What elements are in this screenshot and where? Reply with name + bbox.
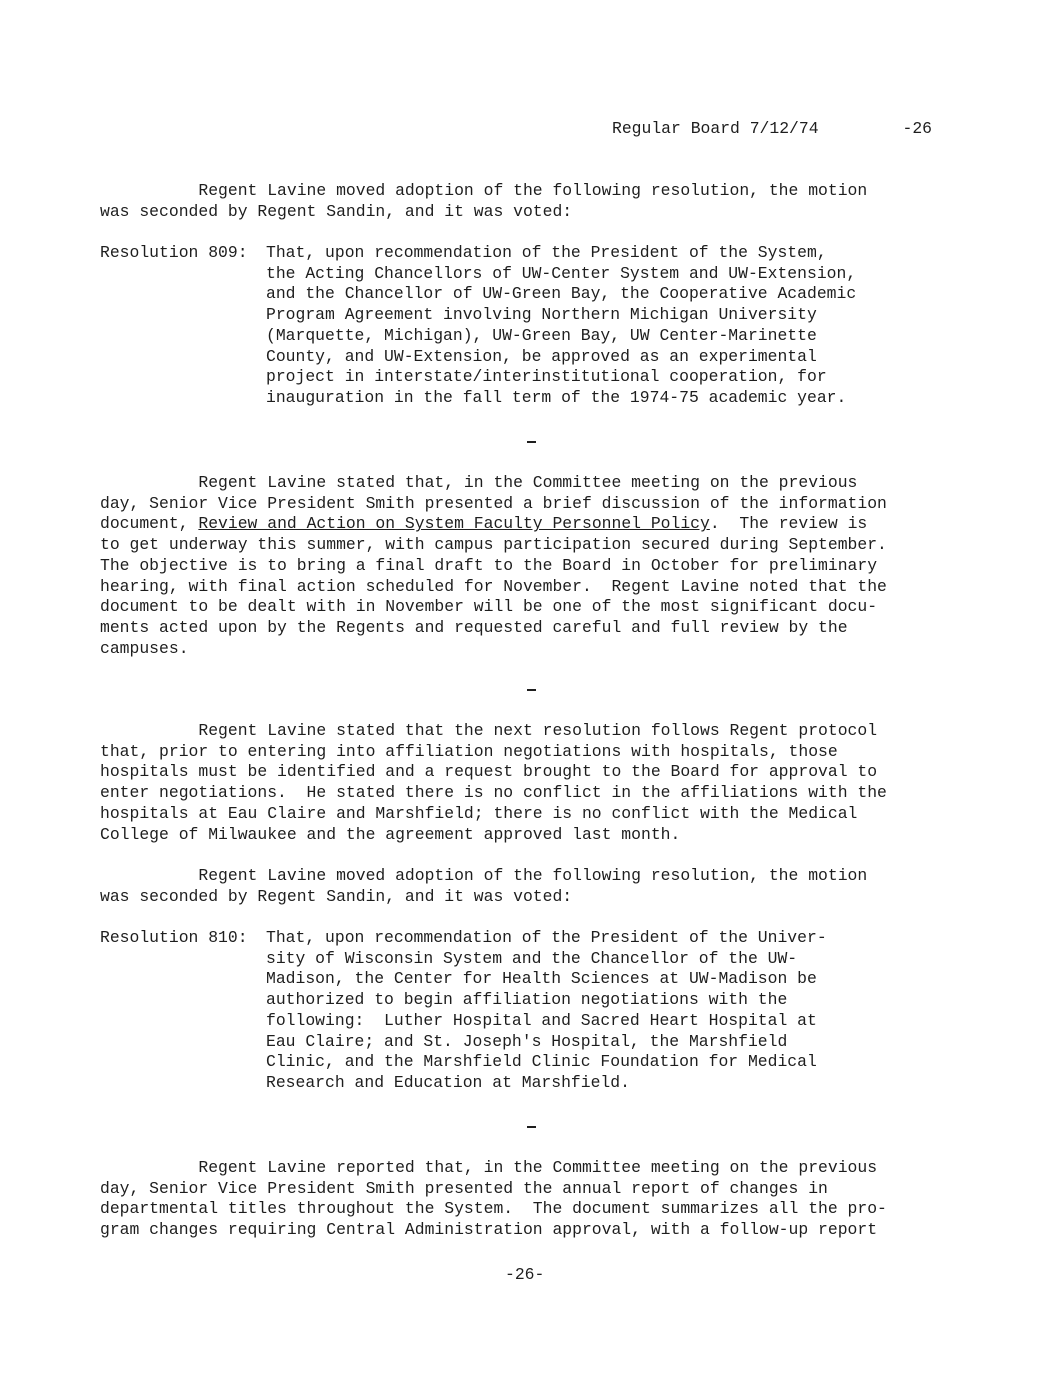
resolution-text: That, upon recommendation of the President of the Univer- sity of Wisconsin System and the Chancellor of the UW- Madison, the Center for Health Sciences at UW-Madison be authorized to begin affiliation negotiations with the following: Luther Hospital and Sacred Heart Hospital at Eau Claire; and St. Joseph's Hospital, the Marshfield Clinic, and the Marshfield Clinic Foundation for Medical Research and Education at Marshfield.	[266, 928, 827, 1092]
resolution-label: Resolution 809:	[100, 243, 248, 262]
section-divider	[527, 1126, 536, 1128]
page-header	[612, 118, 932, 140]
motion-paragraph-1: Regent Lavine moved adoption of the following resolution, the motion was seconded by Regent Sandin, and it was voted:	[100, 181, 868, 221]
header-meeting-date: Regular Board 7/12/74	[612, 119, 819, 138]
resolution-text: That, upon recommendation of the President of the System, the Acting Chancellors of UW-Center System and UW-Extension, and the Chancellor of UW-Green Bay, the Cooperative Academic Program Agreement involving Northern Michigan University (Marquette, Michigan), UW-Green Bay, UW Center-Marinette County, and UW-Extension, be approved as an experimental project in interstate/interinstitutional cooperation, for inauguration in the fall term of the 1974-75 academic year.	[266, 243, 857, 407]
paragraph-text-start: Regent Lavine stated that, in the Committee meeting on the previous day, Senior Vice President Smith presented a brief discussion of the information document,	[100, 473, 887, 534]
header-page-number: -26	[902, 119, 932, 138]
page-footer-number: -26-	[505, 1265, 545, 1284]
section-divider	[527, 441, 536, 443]
faculty-policy-paragraph	[100, 473, 935, 659]
resolution-809	[100, 243, 935, 409]
affiliation-paragraph: Regent Lavine stated that the next resolution follows Regent protocol that, prior to entering into affiliation negotiations with hospitals, those hospitals must be identified and a request brought to the Board for approval to enter negotiations. He stated there is no conflict in the affiliations with the hospitals at Eau Claire and Marshfield; there is no conflict with the Medical College of Milwaukee and the agreement approved last month.	[100, 721, 887, 844]
resolution-label: Resolution 810:	[100, 928, 248, 947]
paragraph-text-end: . The review is to get underway this summer, with campus participation secured during September. The objective is to bring a final draft to the Board in October for preliminary hearing, with final action scheduled for November. Regent Lavine noted that the document to be dealt with in November will be one of the most significant docu- ments acted upon by the Regents and requested careful and full review by the campuses.	[100, 514, 887, 658]
annual-report-paragraph: Regent Lavine reported that, in the Committee meeting on the previous day, Senior Vice President Smith presented the annual report of changes in departmental titles throughout the System. The document summarizes all the pro- gram changes requiring Central Administration approval, with a follow-up report	[100, 1158, 887, 1240]
section-divider	[527, 689, 536, 691]
resolution-810	[100, 928, 935, 1094]
motion-paragraph-2: Regent Lavine moved adoption of the following resolution, the motion was seconded by Regent Sandin, and it was voted:	[100, 866, 868, 906]
document-title: Review and Action on System Faculty Personnel Policy	[198, 514, 710, 534]
